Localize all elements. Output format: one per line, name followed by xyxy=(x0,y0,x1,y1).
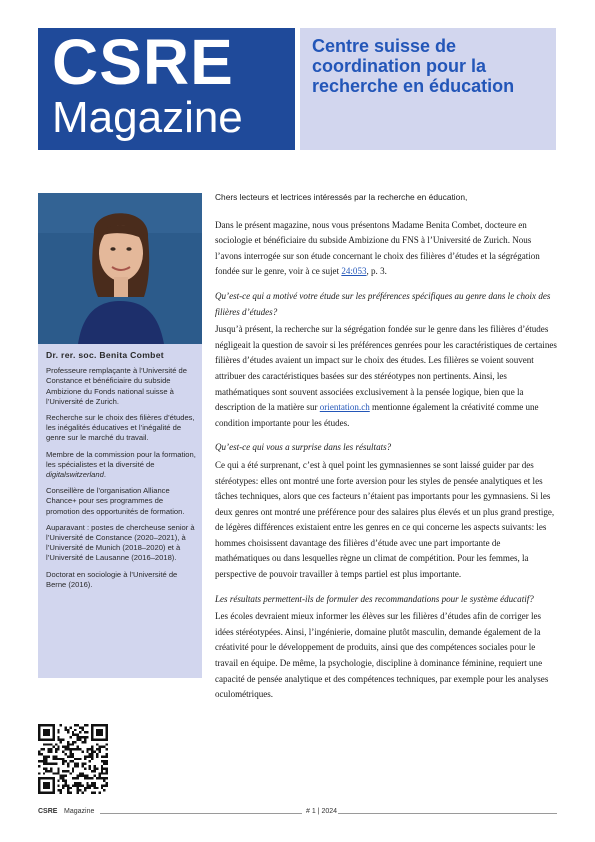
bio-paragraph: Conseillère de l’organisation Alliance Chance+ pour ses programmes de promotion des opportunités de formation. xyxy=(46,486,185,516)
masthead-subtitle: Magazine xyxy=(52,93,243,142)
footer-issue: # 1 | 2024 xyxy=(306,808,338,815)
qr-code-graphic xyxy=(38,724,108,794)
answer-text-end: mentionne également la créativité comme une condition importante pour les études. xyxy=(215,402,539,428)
bio-paragraph: Recherche sur le choix des filières d’études, les inégalités éducatives et l’inégalité de genre sur le marché du travail. xyxy=(46,413,195,443)
answer-paragraph: Ce qui a été surprenant, c’est à quel point les gymnasiennes se sont laissé guider par des stéréotypes: elles ont montré une forte aversion pour les styles de pensée analytiques et les tâches techniques, alors que ces facteurs n’étaient pas importants pour les gymnasiens. Si les deux genres ont montré une préférence pour des salaires plus élevés et un plus grand prestige, de légères différences existaient entre les genres en ce qui concerne les aspects suivants: les hommes choisissent davantage des filières d’étude avec une part importante de mathématiques ou dans lesquelles règne un climat de compétition. Pour les femmes, la perspective de pouvoir travailler à temps partiel est plus importante. xyxy=(215,459,555,580)
question-heading: Qu’est-ce qui a motivé votre étude sur les préférences spécifiques au genre dans le choix des filières d’études? xyxy=(215,290,551,317)
question-heading: Qu’est-ce qui vous a surprise dans les résultats? xyxy=(215,442,392,453)
bio-paragraph: Doctorat en sociologie à l’Université de Berne (2016). xyxy=(46,569,178,589)
question-heading: Les résultats permettent-ils de formuler des recommandations pour le système éducatif? xyxy=(215,593,534,604)
centre-title: Centre suisse de coordination pour la recherche en éducation xyxy=(312,36,515,96)
masthead-brand: CSRE xyxy=(52,26,234,98)
profile-sidebar xyxy=(38,344,202,678)
answer-paragraph xyxy=(215,322,557,431)
bio-paragraph: Membre de la commission pour la formation, les spécialistes et la diversité de digitalswitzerland. xyxy=(46,449,196,480)
footer-rule xyxy=(100,813,302,814)
profile-name: Dr. rer. soc. Benita Combet xyxy=(46,350,164,360)
intro-paragraph xyxy=(215,218,557,280)
intro-text-end: , p. 3. xyxy=(366,266,387,277)
article xyxy=(215,190,557,712)
bio-paragraph: Professeure remplaçante à l’Université de Constance et bénéficiaire du subside Ambizione du Fonds national suisse à l’Université de Zurich. xyxy=(46,366,187,406)
footer-brand: CSRE xyxy=(38,808,58,815)
qr-code-icon[interactable] xyxy=(38,724,108,794)
reference-link[interactable]: 24:053 xyxy=(341,266,367,277)
footer-magazine: Magazine xyxy=(64,808,95,815)
bio-text: Membre de la commission pour la formation, les spécialistes et la diversité de xyxy=(46,449,196,469)
answer-paragraph: Les écoles devraient mieux informer les élèves sur les filières d’études afin de corriger les idées stéréotypées. Ainsi, l’ingénierie, domaine plutôt masculin, demande également de la créativité pour le développement de produits, ainsi que des compétences sociales pour le travail en équipe. De même, la psychologie, discipline à dominance féminine, requiert une capacité de pensée analytique et des compétences techniques, par exemple pour les analyses oculométriques. xyxy=(215,611,549,700)
centre-title-box xyxy=(300,28,556,150)
portrait-photo xyxy=(38,193,202,344)
orientation-link[interactable]: orientation.ch xyxy=(319,402,370,413)
bio-paragraph: Auparavant : postes de chercheuse senior à l’Université de Constance (2020–2021), à l’Université de Munich (2018–2020) et à l’Université de Lausanne (2016–2018). xyxy=(46,522,195,563)
portrait-illustration xyxy=(38,193,202,344)
salutation: Chers lecteurs et lectrices intéressés par la recherche en éducation, xyxy=(215,192,468,202)
masthead xyxy=(38,28,295,150)
bio-italic: digitalswitzerland xyxy=(46,470,104,480)
answer-text: Jusqu’à présent, la recherche sur la ségrégation fondée sur le genre dans les filières d’études négligeait la question de savoir si les préférences genrées pour les caractéristiques de certaines filières d’études avaient un impact sur le choix des études. Les filières se voient souvent attribuer des caractéristiques basées sur des stéréotypes non pertinents. Ainsi, les mathématiques sont souvent associées exclusivement à la pensée logique, bien que la description de la matière sur xyxy=(215,324,557,413)
page-footer xyxy=(38,808,557,822)
intro-text: Dans le présent magazine, nous vous présentons Madame Benita Combet, docteure en sociologie et bénéficiaire du subside Ambizione du FNS à l’Université de Zurich. Nous l’avons interrogée sur son étude concernant le choix des filières d’études et la ségrégation fondée sur le genre, voir à ce sujet xyxy=(215,219,540,277)
footer-rule xyxy=(338,813,557,814)
